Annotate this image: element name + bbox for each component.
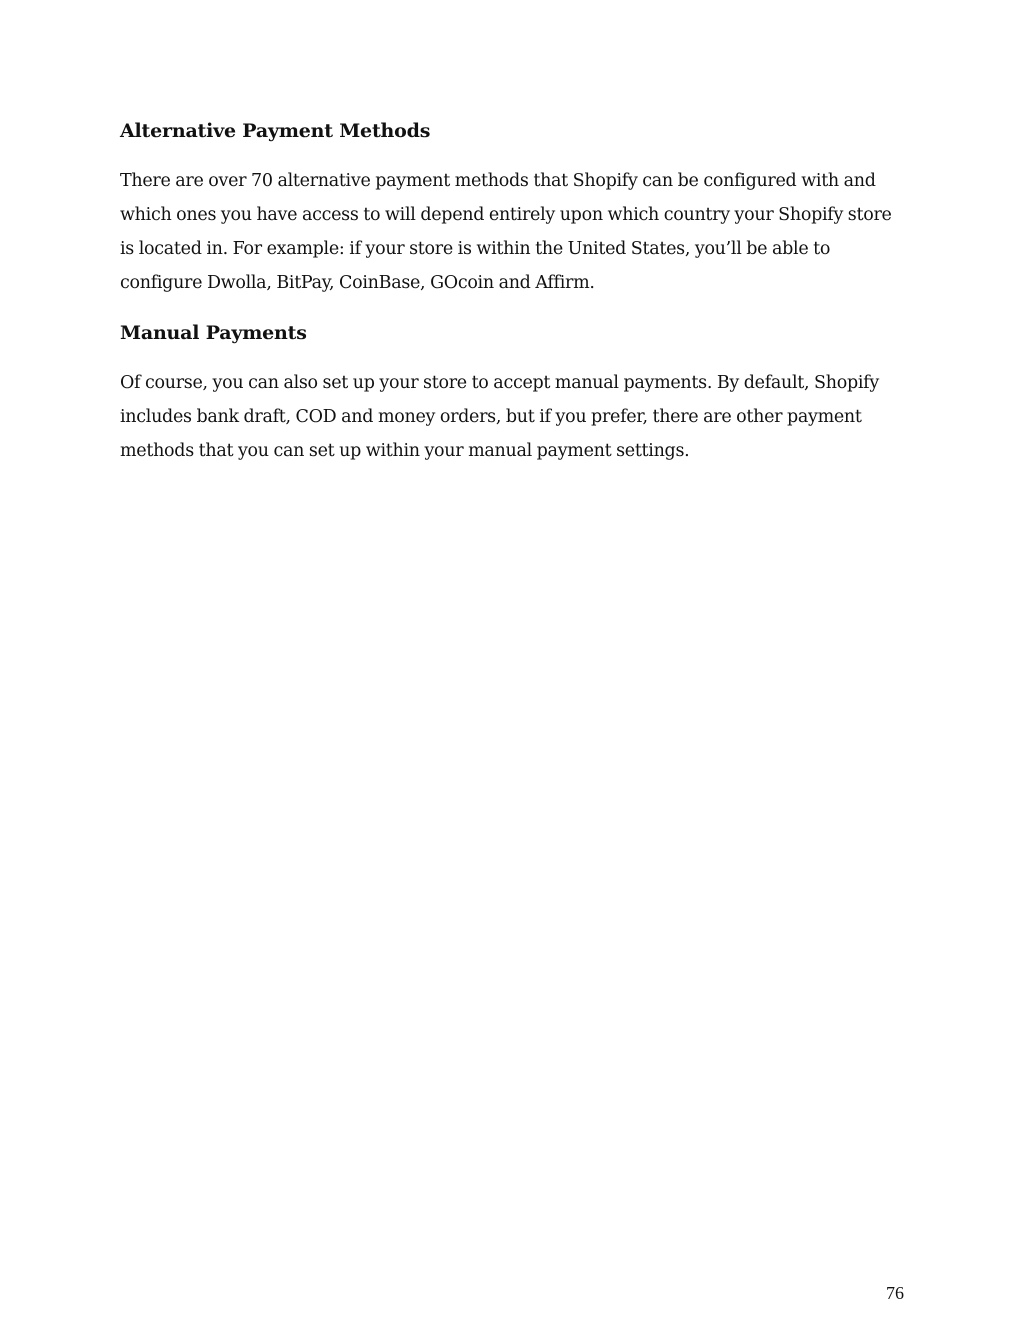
section-alternative-payment-methods: [120, 114, 910, 300]
section-heading: Alternative Payment Methods: [120, 120, 431, 142]
section-paragraph: There are over 70 alternative payment methods that Shopify can be configured with and which ones you have access to will depend entirely upon which country your Shopify store is located in. For example: if your store is within the United States, you’ll be able to configure Dwolla, BitPay, CoinBase, GOcoin and Affirm.: [120, 171, 892, 293]
section-paragraph: Of course, you can also set up your store to accept manual payments. By default, Shopify includes bank draft, COD and money orders, but if you prefer, there are other payment methods that you can set up within your manual payment settings.: [120, 373, 879, 461]
page-content: [120, 114, 910, 484]
section-manual-payments: [120, 316, 910, 468]
page-number: 76: [886, 1283, 904, 1303]
section-heading: Manual Payments: [120, 322, 307, 344]
